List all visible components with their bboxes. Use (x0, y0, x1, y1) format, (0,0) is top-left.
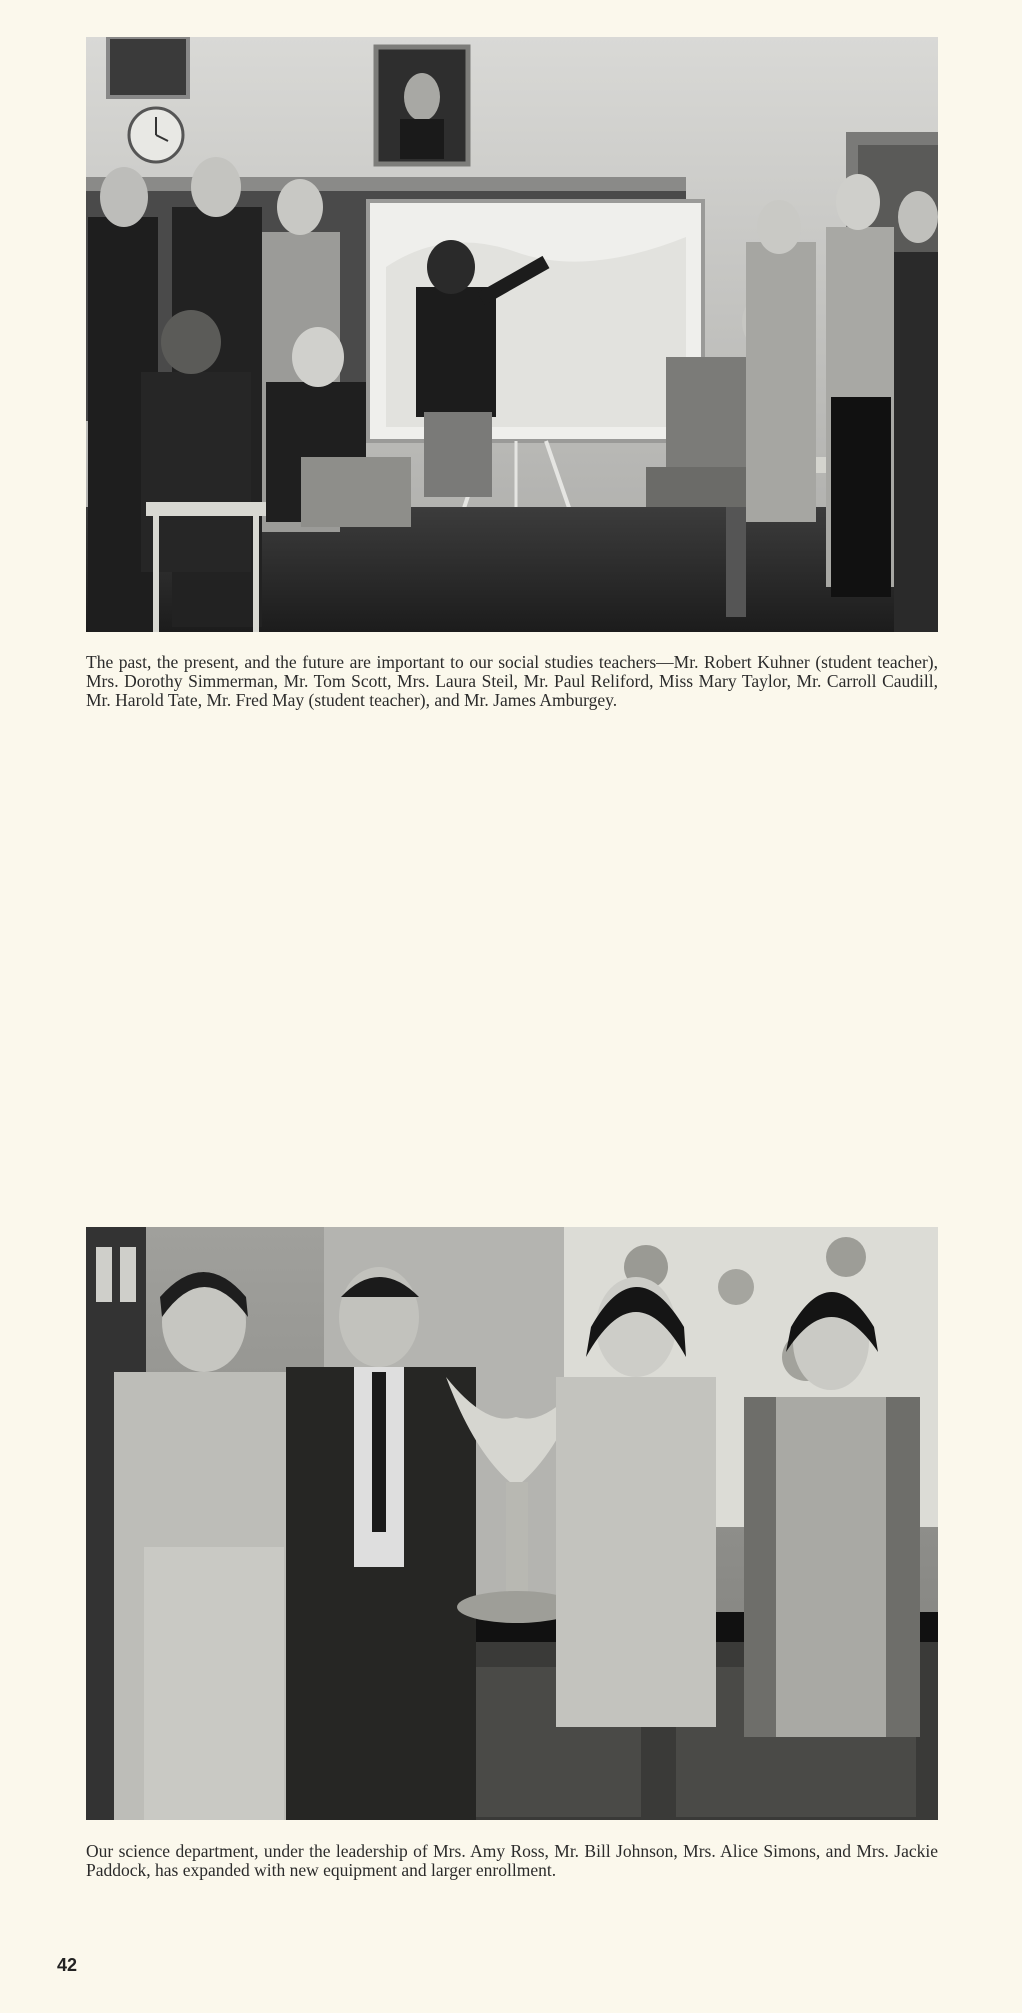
photo-top-drawing (86, 37, 938, 632)
social-studies-teachers-photo (86, 37, 938, 632)
science-department-caption: Our science department, under the leadership of Mrs. Amy Ross, Mr. Bill Johnson, Mrs. Alice Simons, and Mrs. Jackie Paddock, has expanded with new equipment and larger enrollment. (86, 1841, 938, 1880)
photo-bottom-drawing (86, 1227, 938, 1820)
science-department-photo (86, 1227, 938, 1820)
social-studies-caption: The past, the present, and the future are important to our social studies teachers—Mr. Robert Kuhner (student teacher), Mrs. Dorothy Simmerman, Mr. Tom Scott, Mrs. Laura Steil, Mr. Paul Reliford, Miss Mary Taylor, Mr. Carroll Caudill, Mr. Harold Tate, Mr. Fred May (student teacher), and Mr. James Amburgey. (86, 652, 938, 710)
page-number: 42 (57, 1955, 78, 1975)
